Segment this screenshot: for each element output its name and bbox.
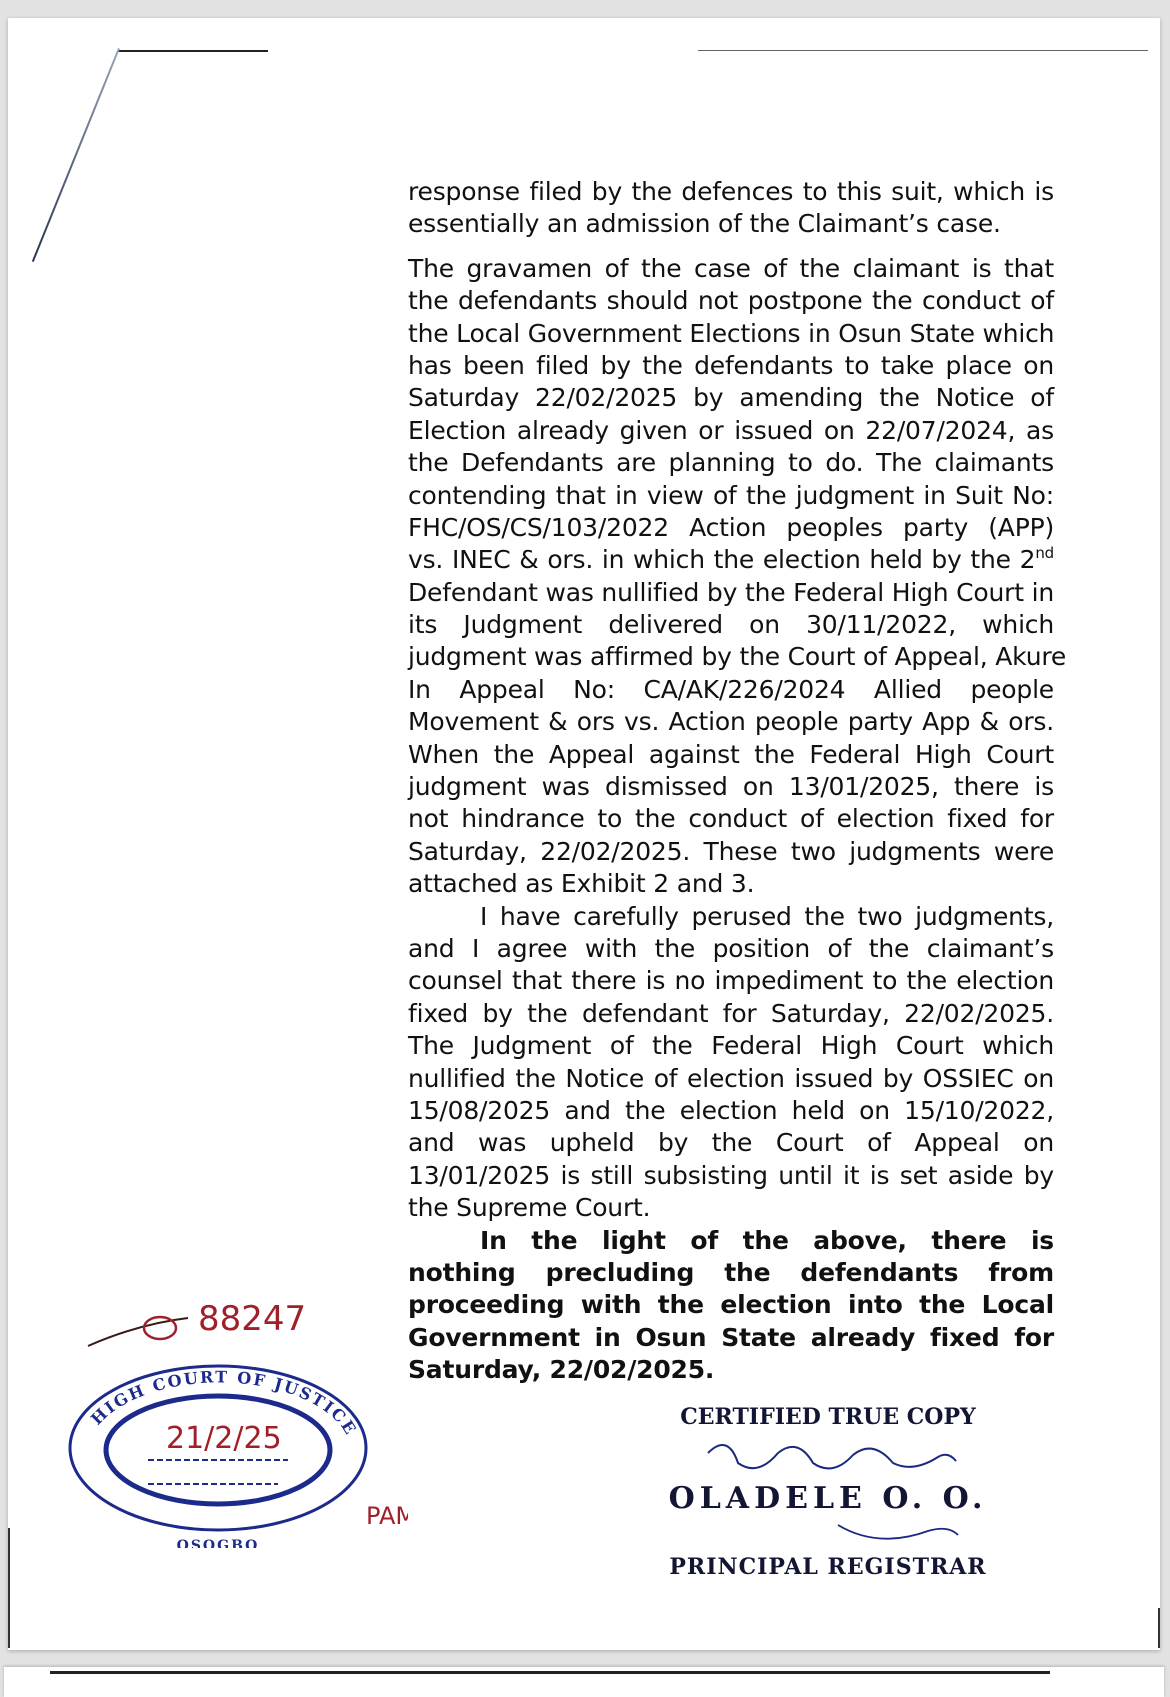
- handwritten-reference-number: 88247: [198, 1299, 307, 1339]
- text-line: fixed by the defendant for Saturday, 22/02/2025.: [408, 998, 1054, 1028]
- ordinal-superscript: nd: [1035, 544, 1054, 563]
- text-line: judgment was dismissed on 13/01/2025, there is: [408, 772, 1054, 802]
- text-line: When the Appeal against the Federal High Court: [408, 739, 1054, 769]
- text-line: and was upheld by the Court of Appeal on: [408, 1128, 1054, 1158]
- text-line: has been filed by the defendants to take place on: [408, 350, 1054, 380]
- paragraph: [408, 176, 1054, 241]
- handwritten-date: 21/2/25: [166, 1421, 282, 1456]
- conclusion-paragraph: [408, 1225, 1054, 1387]
- next-page-edge: [4, 1667, 1164, 1697]
- text-line: the defendants should not postpone the conduct of: [408, 286, 1054, 316]
- next-page-rule: [50, 1671, 1050, 1674]
- seal-ring-text: HIGH COURT OF JUSTICE: [87, 1367, 361, 1440]
- text-line: judgment was affirmed by the Court of Appeal, Akure: [408, 642, 1067, 672]
- court-seal-graphic: [48, 1288, 408, 1548]
- text-line: and I agree with the position of the claimant’s: [408, 933, 1054, 963]
- text-line: In the light of the above, there is: [480, 1225, 1054, 1255]
- text-line: [408, 544, 1054, 576]
- top-edge-rule: [118, 50, 268, 52]
- text-line: 15/08/2025 and the election held on 15/10/2022,: [408, 1095, 1054, 1125]
- text-line: Saturday, 22/02/2025. These two judgments were: [408, 836, 1054, 866]
- stamp-registrar-name: OLADELE O. O.: [668, 1481, 988, 1516]
- judgment-body: [408, 176, 1067, 1386]
- seal-bottom-text: OSOGBO: [176, 1538, 260, 1548]
- document-page: [8, 18, 1160, 1650]
- text-line: the Defendants are planning to do. The claimants: [408, 448, 1054, 478]
- text-line: Government in Osun State already fixed for: [408, 1322, 1054, 1352]
- text-line: Saturday 22/02/2025 by amending the Notice of: [408, 383, 1054, 413]
- text-line: Election already given or issued on 22/07/2024, as: [408, 415, 1054, 445]
- text-line: not hindrance to the conduct of election fixed for: [408, 804, 1054, 834]
- stamp-registrar-title: PRINCIPAL REGISTRAR: [669, 1554, 987, 1580]
- text-line: The Judgment of the Federal High Court which: [408, 1031, 1054, 1061]
- scan-edge: [1158, 1608, 1160, 1648]
- pen-stroke: [144, 1317, 176, 1339]
- scan-edge: [8, 1528, 10, 1648]
- text-line: FHC/OS/CS/103/2022 Action peoples party (APP): [408, 512, 1054, 542]
- text-line: counsel that there is no impediment to the election: [408, 966, 1054, 996]
- text-line: contending that in view of the judgment in Suit No:: [408, 480, 1054, 510]
- court-seal-stamp: [48, 1288, 408, 1548]
- text-line: Defendant was nullified by the Federal High Court in: [408, 577, 1054, 607]
- text-line: The gravamen of the case of the claimant is that: [408, 253, 1054, 283]
- text-line: 13/01/2025 is still subsisting until it is set aside by: [408, 1160, 1054, 1190]
- text-line: proceeding with the election into the Local: [408, 1290, 1054, 1320]
- signature-graphic: [638, 1433, 1018, 1479]
- signature-flourish: [638, 1519, 1018, 1551]
- text-line: nothing precluding the defendants from: [408, 1257, 1054, 1287]
- handwritten-initials: PAM: [366, 1502, 408, 1530]
- text-line: In Appeal No: CA/AK/226/2024 Allied people: [408, 674, 1054, 704]
- text-fragment: vs. INEC & ors. in which the election held by the 2: [408, 545, 1036, 575]
- stamp-certified-line: CERTIFIED TRUE COPY: [680, 1404, 976, 1430]
- text-line: nullified the Notice of election issued by OSSIEC on: [408, 1063, 1054, 1093]
- paragraph: [408, 253, 1067, 901]
- top-edge-rule: [698, 50, 1148, 51]
- paragraph: [408, 901, 1054, 1225]
- text-line: the Local Government Elections in Osun State which: [408, 318, 1055, 348]
- text-line: I have carefully perused the two judgments,: [480, 901, 1054, 931]
- text-line: essentially an admission of the Claimant’s case.: [408, 209, 1001, 239]
- text-line: the Supreme Court.: [408, 1193, 651, 1223]
- text-line: its Judgment delivered on 30/11/2022, which: [408, 610, 1054, 640]
- scan-fold-line: [32, 48, 120, 262]
- text-line: Movement & ors vs. Action people party App & ors.: [408, 707, 1054, 737]
- certified-true-copy-stamp: [638, 1403, 1018, 1593]
- text-line: attached as Exhibit 2 and 3.: [408, 869, 755, 899]
- text-line: response filed by the defences to this suit, which is: [408, 177, 1054, 206]
- text-line: Saturday, 22/02/2025.: [408, 1355, 715, 1385]
- paragraph-gap: [408, 241, 1054, 253]
